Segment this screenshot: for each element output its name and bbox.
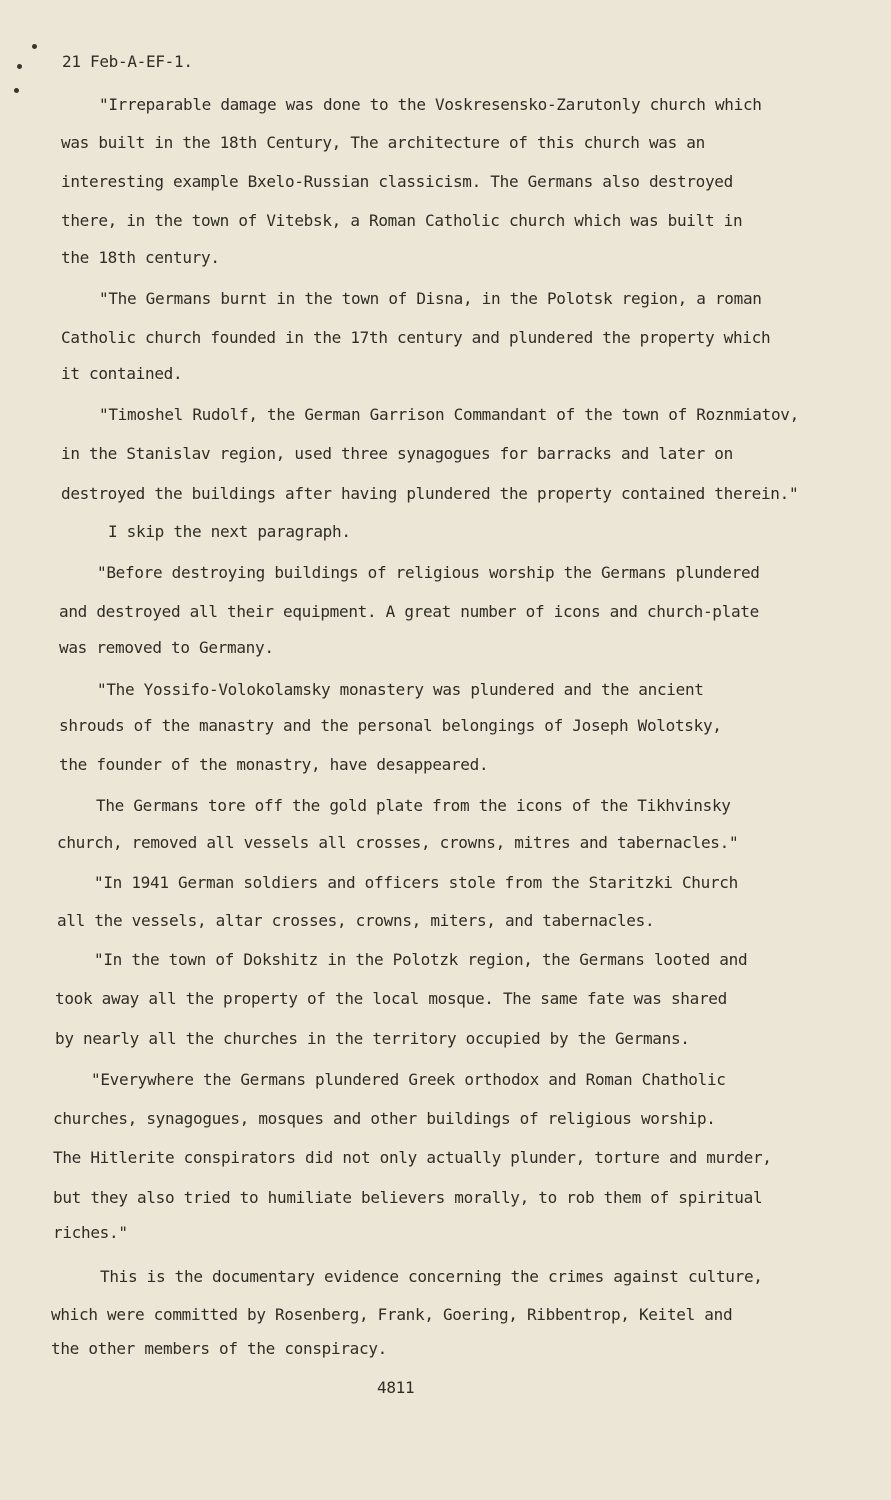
text-line: "Everywhere the Germans plundered Greek orthodox and Roman Chatholic [91, 1070, 726, 1089]
text-line: was built in the 18th Century, The architecture of this church was an [61, 133, 705, 152]
text-line: churches, synagogues, mosques and other buildings of religious worship. [53, 1109, 716, 1128]
text-line: "The Yossifo-Volokolamsky monastery was plundered and the ancient [97, 680, 704, 699]
text-line: took away all the property of the local mosque. The same fate was shared [55, 989, 727, 1008]
text-line: interesting example Bxelo-Russian classicism. The Germans also destroyed [61, 172, 733, 191]
text-line: but they also tried to humiliate believers morally, to rob them of spiritual [53, 1188, 763, 1207]
text-line: the 18th century. [61, 248, 220, 267]
text-line: which were committed by Rosenberg, Frank, Goering, Ribbentrop, Keitel and [51, 1305, 733, 1324]
text-line: and destroyed all their equipment. A great number of icons and church-plate [59, 602, 759, 621]
text-line: shrouds of the manastry and the personal belongings of Joseph Wolotsky, [59, 716, 722, 735]
text-line: "Irreparable damage was done to the Voskresensko-Zarutonly church which [99, 95, 762, 114]
text-line: was removed to Germany. [59, 638, 274, 657]
punch-mark [32, 44, 37, 49]
punch-mark [14, 88, 19, 93]
page-number: 4811 [377, 1378, 415, 1397]
text-line: The Germans tore off the gold plate from the icons of the Tikhvinsky [96, 796, 731, 815]
text-line: destroyed the buildings after having plundered the property contained therein." [61, 484, 799, 503]
text-line: I skip the next paragraph. [108, 522, 351, 541]
text-line: it contained. [61, 364, 183, 383]
text-line: Catholic church founded in the 17th century and plundered the property which [61, 328, 771, 347]
text-line: "In the town of Dokshitz in the Polotzk region, the Germans looted and [94, 950, 748, 969]
text-line: "The Germans burnt in the town of Disna, in the Polotsk region, a roman [99, 289, 762, 308]
text-line: riches." [53, 1223, 128, 1242]
text-line: the founder of the monastry, have desappeared. [59, 755, 489, 774]
text-line: there, in the town of Vitebsk, a Roman Catholic church which was built in [61, 211, 743, 230]
text-line: "In 1941 German soldiers and officers stole from the Staritzki Church [94, 873, 738, 892]
text-line: church, removed all vessels all crosses, crowns, mitres and tabernacles." [57, 833, 739, 852]
text-line: by nearly all the churches in the territory occupied by the Germans. [55, 1029, 690, 1048]
text-line: in the Stanislav region, used three synagogues for barracks and later on [61, 444, 733, 463]
punch-mark [17, 64, 22, 69]
text-line: "Timoshel Rudolf, the German Garrison Commandant of the town of Roznmiatov, [99, 405, 799, 424]
text-line: This is the documentary evidence concerning the crimes against culture, [100, 1267, 763, 1286]
page-header: 21 Feb-A-EF-1. [62, 52, 193, 71]
text-line: all the vessels, altar crosses, crowns, miters, and tabernacles. [57, 911, 655, 930]
text-line: the other members of the conspiracy. [51, 1339, 387, 1358]
text-line: The Hitlerite conspirators did not only actually plunder, torture and murder, [53, 1148, 772, 1167]
text-line: "Before destroying buildings of religious worship the Germans plundered [97, 563, 760, 582]
